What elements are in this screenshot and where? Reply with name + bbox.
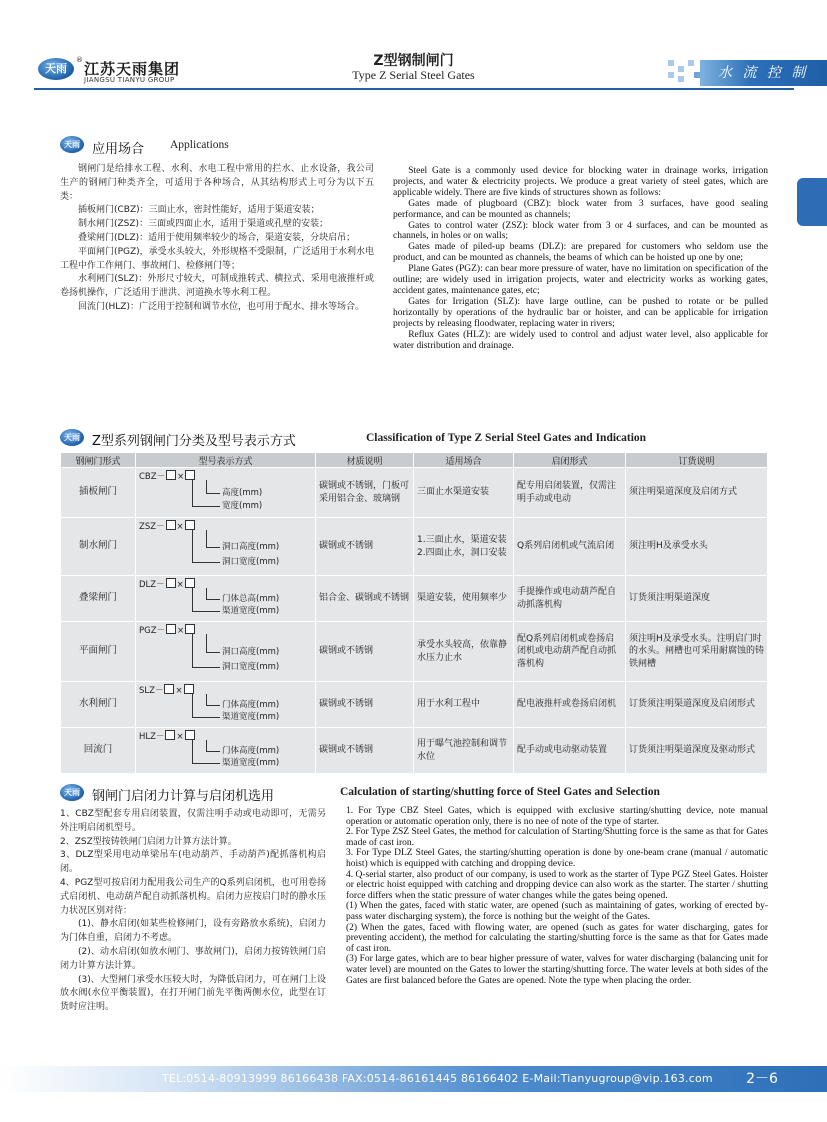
times-sign: × [176, 579, 184, 590]
leader-line [192, 480, 193, 506]
placeholder-box [166, 470, 176, 480]
paragraph: 平面闸门(PGZ)，承受水头较大，外形规格不受限制，广泛适用于水利水电工程中作工作闸门、事故闸门、检修闸门等； [60, 246, 374, 271]
paragraph: (1) When the gates, faced with static water, are opened (such as maintaining of gates, working of erected by-pass water discharging system), the force is nothing but the weight of the Gates. [346, 901, 768, 922]
paragraph: (2) When the gates, faced with flowing water, are opened (such as gates for water discharging, gates for preventing accident), the method for calculating the starting/shutting force is the same as that for Gates made of cast iron. [346, 922, 768, 954]
page-title-en: Type Z Serial Steel Gates [352, 68, 475, 82]
leader-line [206, 480, 207, 493]
page-number: 2－6 [746, 1071, 778, 1087]
usage-cell: 用于水利工程中 [414, 682, 514, 728]
company-name-cn: 江苏天雨集团 [84, 60, 181, 78]
paragraph: 1. For Type CBZ Steel Gates, which is equipped with exclusive starting/shutting device, note manual operation or automatic operation only, there is no nee of note of the type of starter. [346, 806, 768, 827]
dimension-label: 洞口高度(mm) [222, 646, 280, 657]
paragraph: 1、CBZ型配套专用启闭装置，仅需注明手动或电动即可，无需另外注明启闭机型号。 [60, 809, 326, 833]
footer-contact: TEL:0514-80913999 86166438 FAX:0514-86161445 86166402 E-Mail:Tianyugroup@vip.163.com [162, 1072, 713, 1085]
dimension-label: 门体高度(mm) [222, 699, 280, 710]
paragraph: Plane Gates (PGZ): can bear more pressure of water, have no limitation on specification of the outline; are widely used in irrigation projects, water and electricity works as working gates, accident gates, maintenance gates, etc; [393, 264, 768, 296]
header-decoration [664, 58, 704, 88]
model-code-prefix: ZSZ－ [139, 521, 165, 532]
model-code-cell [136, 622, 316, 682]
operation-cell: 手提操作或电动葫芦配自动抓落机构 [514, 576, 626, 622]
column-header: 订货说明 [626, 453, 768, 468]
gate-type-cell: 回流门 [61, 728, 136, 774]
paragraph: 插板闸门(CBZ)：三面止水，密封性能好，适用于渠道安装； [78, 205, 320, 216]
leader-line [192, 611, 220, 612]
column-header: 适用场合 [414, 453, 514, 468]
paragraph: 2. For Type ZSZ Steel Gates, the method for calculation of Starting/Shutting force is the same as that for Gates made of cast iron. [346, 827, 768, 848]
leader-line [192, 740, 193, 763]
operation-cell: 配电液推杆或卷扬启闭机 [514, 682, 626, 728]
paragraph: (3) For large gates, which are to bear higher pressure of water, valves for water discharging (balancing unit for water level) are mounted on the Gates to lower the starting/shutting force. The water levels at both sides of the Gates are first balanced before the Gates are opened. Note the type when placing the order. [346, 954, 768, 986]
applications-heading-cn: 应用场合 [92, 142, 145, 157]
usage-cell: 1.三面止水，渠道安装 2.四面止水，洞口安装 [414, 518, 514, 576]
paragraph: 4. Q-serial starter, also product of our company, is used to work as the starter of Type PGZ Steel Gates. Hoister or electric hoist equipped with catching and dropping device can also work as the starter. The starter / shutting force differs when the static pressure of water changes while the gates being opened. [346, 869, 768, 901]
placeholder-box [166, 624, 176, 634]
model-code-diagram [136, 623, 315, 681]
column-header: 启闭形式 [514, 453, 626, 468]
placeholder-box [185, 624, 195, 634]
placeholder-box [185, 730, 195, 740]
gate-type-cell: 水利闸门 [61, 682, 136, 728]
leader-line [206, 705, 220, 706]
dimension-label: 洞口宽度(mm) [222, 556, 280, 567]
order-note-cell: 订货须注明渠道深度及驱动形式 [626, 728, 768, 774]
times-sign: × [175, 685, 183, 696]
paragraph: Gates for Irrigation (SLZ): have large outline, can be pushed to rotate or be pulled horizontally by operations of the hydraulic bar or hoister, and can be applicable for irrigation projects by releasing floodwater, replacing water in rivers; [393, 296, 768, 329]
operation-cell: 配手动或电动驱动装置 [514, 728, 626, 774]
section-icon: 天雨 [60, 136, 84, 153]
leader-line [206, 493, 220, 494]
leader-line [192, 562, 220, 563]
brand-tab: 水 流 控 制 [700, 60, 827, 86]
placeholder-box [164, 684, 174, 694]
paragraph: Gates to control water (ZSZ): block water from 3 or 4 surfaces, and can be mounted as channels, in holes or on walls; [393, 220, 768, 242]
placeholder-box [184, 684, 194, 694]
material-cell: 碳钢或不锈钢 [316, 728, 414, 774]
order-note-cell: 订货须注明渠道深度 [626, 576, 768, 622]
calculation-heading-cn: 钢闸门启闭力计算与启闭机选用 [92, 789, 275, 804]
material-cell: 碳钢或不锈钢 [316, 682, 414, 728]
paragraph: (1)、静水启闭(如某些检修闸门，设有旁路放水系统)，启闭力为门体自重，启闭力不考虑。 [60, 919, 326, 944]
applications-text-cn [60, 163, 374, 315]
model-code-diagram [136, 729, 315, 773]
dimension-label: 高度(mm) [222, 487, 263, 498]
model-code-cell [136, 728, 316, 774]
material-cell: 铝合金、碳钢或不锈钢 [316, 576, 414, 622]
dimension-label: 渠道宽度(mm) [222, 711, 280, 722]
dimension-label: 洞口宽度(mm) [222, 661, 280, 672]
paragraph: (2)、动水启闭(如放水闸门、事故闸门)，启闭力按铸铁闸门启闭力计算方法计算。 [60, 946, 326, 971]
material-cell: 碳钢或不锈钢，门板可采用铝合金、玻璃钢 [316, 468, 414, 518]
paragraph: Gates made of plugboard (CBZ): block water from 3 surfaces, have good sealing performance, and can be mounted as channels; [393, 198, 768, 220]
table-row [61, 728, 768, 774]
paragraph: 叠梁闸门(DLZ)：适用于使用频率较少的场合，渠道安装，分块启吊； [78, 232, 356, 243]
paragraph: 制水闸门(ZSZ)：三面或四面止水，适用于渠道或孔壁的安装； [78, 219, 329, 230]
calculation-text-en [346, 806, 768, 986]
order-note-cell: 须注明H及承受水头。注明启门时的水头。闸槽也可采用耐腐蚀的铸铁闸槽 [626, 622, 768, 682]
model-code-cell [136, 468, 316, 518]
company-logo: 天雨 [38, 58, 74, 80]
leader-line [206, 652, 220, 653]
times-sign: × [177, 625, 185, 636]
paragraph: 2、ZSZ型按铸铁闸门启闭力计算方法计算。 [60, 836, 237, 847]
dimension-label: 门体高度(mm) [222, 745, 280, 756]
model-code-prefix: PGZ－ [139, 625, 166, 636]
leader-line [206, 694, 207, 705]
order-note-cell: 须注明H及承受水头 [626, 518, 768, 576]
operation-cell: Q系列启闭机或气流启闭 [514, 518, 626, 576]
operation-cell: 配专用启闭装置，仅需注明手动或电动 [514, 468, 626, 518]
order-note-cell: 订货须注明渠道深度及启闭形式 [626, 682, 768, 728]
leader-line [192, 694, 193, 717]
leader-line [206, 588, 207, 599]
leader-line [192, 667, 220, 668]
table-row [61, 622, 768, 682]
model-code-prefix: DLZ－ [139, 579, 165, 590]
paragraph: 4、PGZ型可按启闭力配用我公司生产的Q系列启闭机，也可用卷扬式启闭机、电动葫芦配自动抓落机构。启闭力应按启门时的静水压力状况区别对待： [60, 877, 326, 916]
table-row [61, 468, 768, 518]
model-code-diagram [136, 519, 315, 575]
leader-line [192, 530, 193, 562]
leader-line [192, 763, 220, 764]
paragraph: 3. For Type DLZ Steel Gates, the starting/shutting operation is done by one-beam crane (manual / automatic hoist) which is equipped with catching and dropping device. [346, 848, 768, 869]
model-code-prefix: SLZ－ [139, 685, 164, 696]
material-cell: 碳钢或不锈钢 [316, 518, 414, 576]
model-code-prefix: CBZ－ [139, 471, 166, 482]
model-code-prefix: HLZ－ [139, 731, 165, 742]
dimension-label: 门体总高(mm) [222, 593, 280, 604]
paragraph: (3)、大型闸门承受水压较大时，为降低启闭力，可在闸门上设放水阀(水位平衡装置)，在打开闸门前先平衡两侧水位，此型在订货时应注明。 [60, 974, 326, 1013]
leader-line [206, 751, 220, 752]
gate-type-cell: 平面闸门 [61, 622, 136, 682]
placeholder-box [185, 470, 195, 480]
gate-type-cell: 制水闸门 [61, 518, 136, 576]
leader-line [192, 717, 220, 718]
operation-cell: 配Q系列启闭机或卷扬启闭机或电动葫芦配自动抓落机构 [514, 622, 626, 682]
paragraph: Reflux Gates (HLZ): are widely used to control and adjust water level, also applicable for water distribution and drainage. [393, 329, 768, 351]
column-header: 钢闸门形式 [61, 453, 136, 468]
material-cell: 碳钢或不锈钢 [316, 622, 414, 682]
registered-mark: ® [76, 56, 83, 64]
paragraph: Gates made of piled-up beams (DLZ): are prepared for customers who seldom use the product, and can be mounted as channels, the beams of which can be hoisted up one by one; [393, 242, 768, 264]
leader-line [206, 547, 220, 548]
model-code-diagram [136, 469, 315, 517]
model-code-diagram [136, 683, 315, 727]
paragraph: Steel Gate is a commonly used device for blocking water in drainage works, irrigation projects, and water & electricity projects. We produce a great variety of steel gates, which are applicable widely. There are five kinds of structures shown as follows: [393, 166, 768, 198]
page-title-cn: Z型钢制闸门 [373, 53, 454, 69]
header-divider [34, 88, 794, 90]
usage-cell: 用于曝气池控制和调节水位 [414, 728, 514, 774]
classification-heading-en: Classification of Type Z Serial Steel Gates and Indication [366, 432, 647, 444]
times-sign: × [176, 731, 184, 742]
leader-line [206, 740, 207, 751]
table-header-row [61, 453, 768, 468]
table-row [61, 682, 768, 728]
applications-heading-en: Applications [170, 139, 229, 151]
placeholder-box [185, 578, 195, 588]
usage-cell: 渠道安装，使用频率少 [414, 576, 514, 622]
leader-line [192, 506, 220, 507]
paragraph: 3、DLZ型采用电动单梁吊车(电动葫芦、手动葫芦)配抓落机构启闭。 [60, 850, 326, 875]
placeholder-box [166, 578, 176, 588]
leader-line [192, 588, 193, 611]
calculation-heading-en: Calculation of starting/shutting force of Steel Gates and Selection [340, 786, 660, 798]
leader-line [192, 634, 193, 667]
times-sign: × [176, 521, 184, 532]
paragraph: 水利闸门(SLZ)：外形尺寸较大，可制成推转式、横拉式、采用电液推杆或卷扬机操作，广泛适用于泄洪、河道换水等水利工程。 [60, 274, 374, 299]
model-code-diagram [136, 577, 315, 621]
dimension-label: 渠道宽度(mm) [222, 605, 280, 616]
model-code-cell [136, 576, 316, 622]
section-icon: 天雨 [60, 429, 84, 446]
placeholder-box [166, 520, 176, 530]
leader-line [206, 634, 207, 652]
column-header: 材质说明 [316, 453, 414, 468]
column-header: 型号表示方式 [136, 453, 316, 468]
leader-line [206, 599, 220, 600]
table-row [61, 518, 768, 576]
gate-type-cell: 叠梁闸门 [61, 576, 136, 622]
table-row [61, 576, 768, 622]
leader-line [206, 530, 207, 547]
classification-heading-cn: Z型系列钢闸门分类及型号表示方式 [92, 434, 296, 449]
dimension-label: 洞口高度(mm) [222, 541, 280, 552]
model-code-cell [136, 682, 316, 728]
paragraph: 回流门(HLZ)：广泛用于控制和调节水位，也可用于配水、排水等场合。 [78, 301, 364, 312]
company-name-en: JIANGSU TIANYU GROUP [84, 76, 175, 84]
usage-cell: 三面止水渠道安装 [414, 468, 514, 518]
paragraph: 钢闸门是给排水工程、水利、水电工程中常用的拦水、止水设备，我公司生产的钢闸门种类齐全，可适用于各种场合，从其结构形式上可分为以下五类： [60, 164, 374, 202]
gate-classification-table [60, 452, 768, 774]
dimension-label: 宽度(mm) [222, 500, 263, 511]
gate-type-cell: 插板闸门 [61, 468, 136, 518]
order-note-cell: 须注明渠道深度及启闭方式 [626, 468, 768, 518]
placeholder-box [185, 520, 195, 530]
section-icon: 天雨 [60, 784, 84, 801]
placeholder-box [165, 730, 175, 740]
model-code-cell [136, 518, 316, 576]
usage-cell: 承受水头较高，依靠静水压力止水 [414, 622, 514, 682]
times-sign: × [177, 471, 185, 482]
side-tab-marker [797, 178, 827, 226]
calculation-text-cn [60, 808, 326, 1015]
applications-text-en [393, 166, 768, 351]
dimension-label: 渠道宽度(mm) [222, 757, 280, 768]
